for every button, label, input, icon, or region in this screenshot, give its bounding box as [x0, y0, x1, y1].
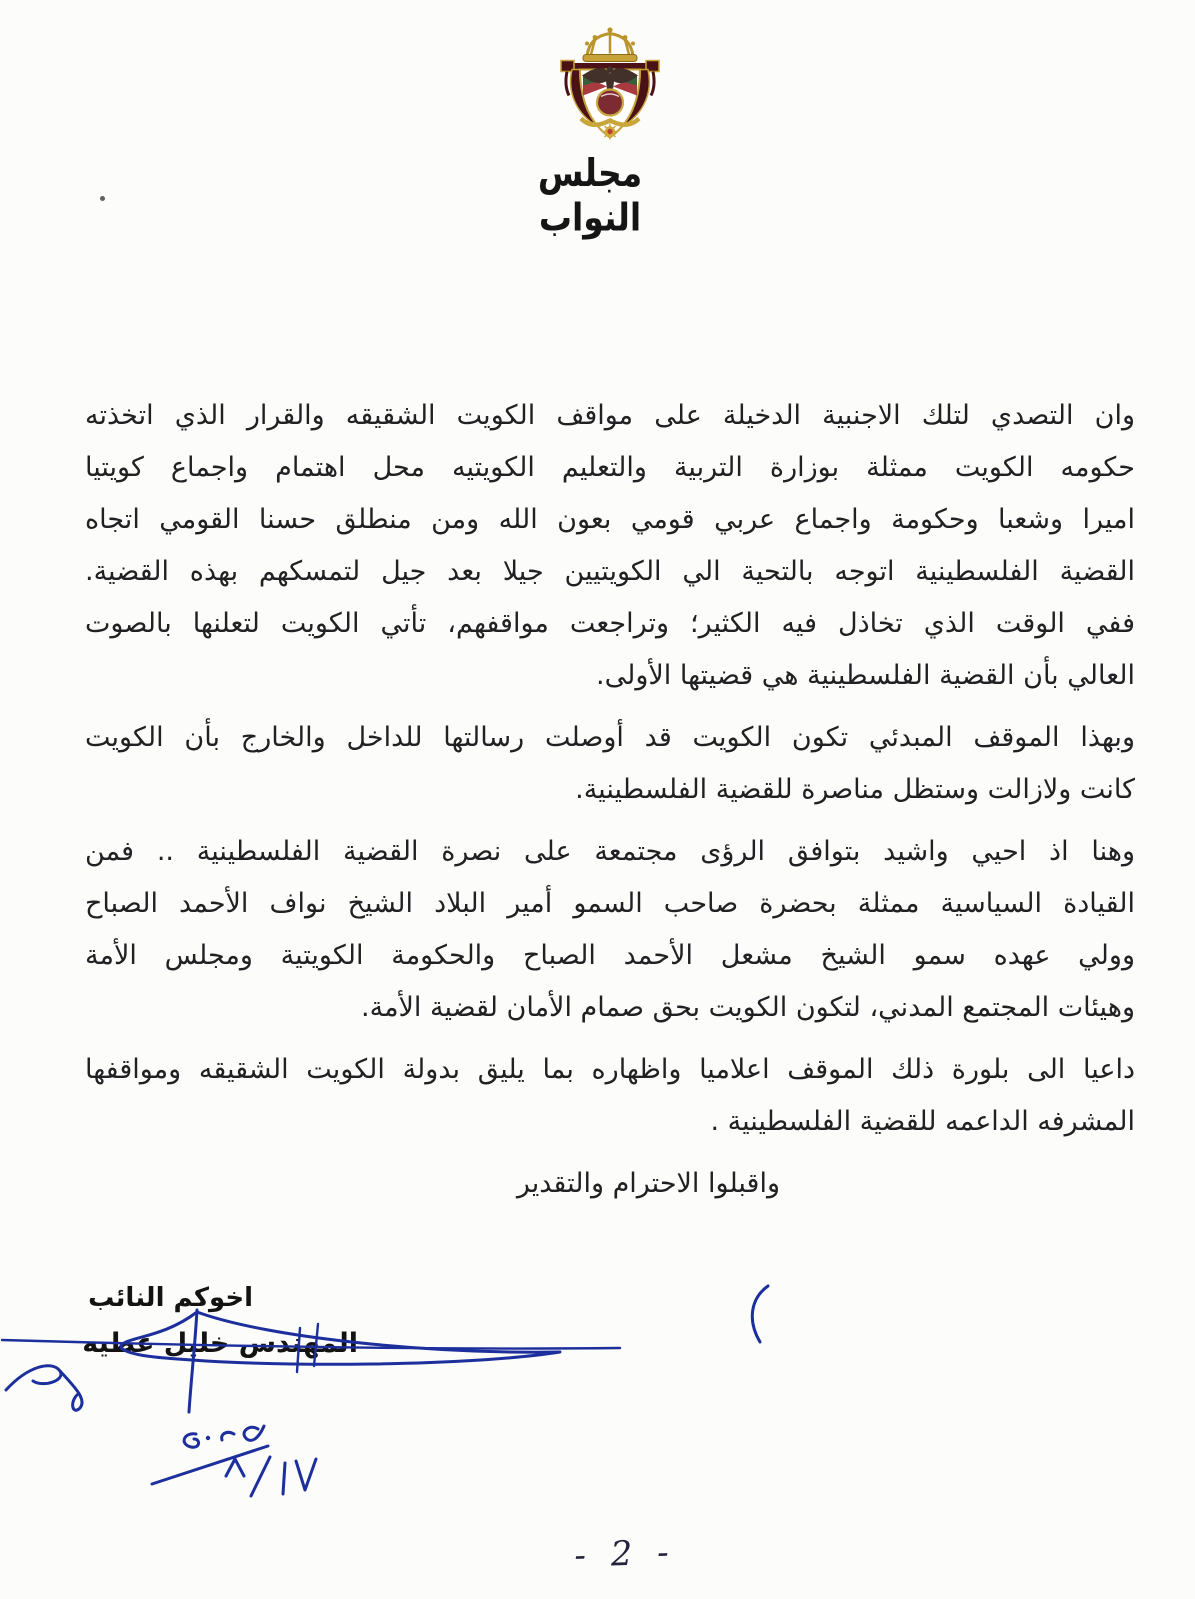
signature-ink-date — [296, 1459, 316, 1490]
signature-stroke — [752, 1286, 768, 1342]
signature-stroke — [121, 1312, 560, 1364]
org-name-calligraphy: مجلس النواب — [537, 150, 643, 240]
signature-ink-date — [152, 1446, 268, 1484]
body-line: داعيا الى بلورة ذلك الموقف اعلاميا واظهاره بما يليق بدولة الكويت الشقيقه ومواقفها — [85, 1054, 1135, 1085]
page-number: - 2 - — [573, 1532, 677, 1576]
paragraph — [85, 390, 1135, 702]
signature-stroke — [6, 1366, 61, 1390]
body-line: كانت ولازالت وستظل مناصرة للقضية الفلسطينية. — [575, 774, 1135, 805]
paragraph — [85, 1044, 1135, 1148]
body-line: اميرا وشعبا وحكومة واجماع عربي قومي بعون الله ومن منطلق حسنا القومي اتجاه — [85, 504, 1135, 535]
signature-stroke — [60, 1371, 82, 1410]
signature-ink-date — [283, 1463, 285, 1494]
sender-name: المهندس خليل عطيه — [82, 1328, 358, 1359]
body-line: وهيئات المجتمع المدني، لتكون الكويت بحق صمام الأمان لقضية الأمة. — [361, 992, 1135, 1023]
paragraph — [85, 826, 1135, 1034]
signature-ink-date — [251, 1457, 270, 1496]
body-line: ففي الوقت الذي تخاذل فيه الكثير؛ وتراجعت مواقفهم، تأتي الكويت لتعلنها بالصوت — [85, 608, 1135, 639]
letter-body — [85, 390, 1135, 1210]
body-line: حكومه الكويت ممثلة بوزارة التربية والتعليم الكويتيه محل اهتمام واجماع كويتيا — [85, 452, 1135, 483]
body-line: العالي بأن القضية الفلسطينية هي قضيتها الأولى. — [596, 660, 1135, 691]
body-line: وولي عهده سمو الشيخ مشعل الأحمد الصباح والحكومة الكويتية ومجلس الأمة — [85, 940, 1135, 971]
crown-icon — [583, 27, 637, 61]
body-line: وان التصدي لتلك الاجنبية الدخيلة على مواقف الكويت الشقيقه والقرار الذي اتخذته — [85, 400, 1135, 431]
body-line: المشرفه الداعمه للقضية الفلسطينية . — [710, 1106, 1135, 1137]
signature-scrawl — [0, 1268, 800, 1528]
signature-stroke — [314, 1324, 318, 1366]
paragraph — [85, 712, 1135, 816]
body-line: القضية الفلسطينية اتوجه بالتحية الي الكويتيين جيلا بعد جيل لتمسكهم بهذه القضية. — [85, 556, 1135, 587]
body-line: وهنا اذ احيي واشيد بتوافق الرؤى مجتمعة على نصرة القضية الفلسطينية .. فمن — [85, 836, 1135, 867]
scan-artifact-dot — [100, 196, 105, 201]
body-line: القيادة السياسية ممثلة بحضرة صاحب السمو أمير البلاد الشيخ نواف الأحمد الصباح — [85, 888, 1135, 919]
sender-title: اخوكم النائب — [88, 1283, 253, 1313]
signature-stroke — [2, 1340, 620, 1349]
body-line: وبهذا الموقف المبدئي تكون الكويت قد أوصلت رسالتها للداخل والخارج بأن الكويت — [85, 722, 1135, 753]
jordan-coat-of-arms — [525, 22, 695, 150]
signature-ink-date — [226, 1459, 244, 1476]
closing-line: واقبلوا الاحترام والتقدير — [516, 1168, 780, 1199]
signature-ink-initials — [184, 1426, 264, 1447]
